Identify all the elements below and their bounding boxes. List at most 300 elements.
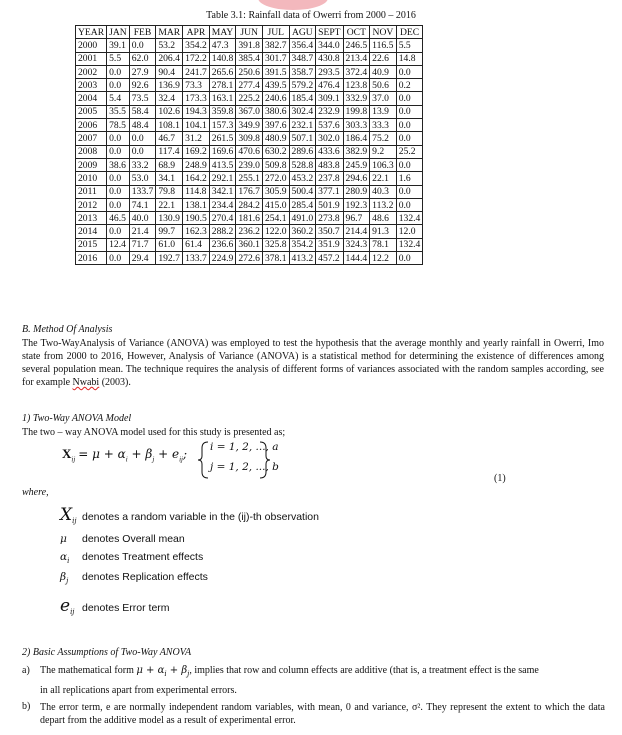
rainfall-cell: 62.0 [129, 52, 156, 65]
rainfall-cell: 214.4 [343, 225, 370, 238]
rainfall-cell: 630.2 [262, 145, 289, 158]
rainfall-cell: 284.2 [236, 198, 263, 211]
rainfall-cell: 0.0 [396, 132, 423, 145]
rainfall-cell: 48.6 [370, 212, 397, 225]
rainfall-cell: 78.1 [370, 238, 397, 251]
rainfall-cell: 102.6 [156, 105, 183, 118]
rainfall-cell: 359.8 [209, 105, 236, 118]
year-cell: 2008 [76, 145, 107, 158]
rainfall-cell: 380.6 [262, 105, 289, 118]
rainfall-cell: 292.1 [209, 172, 236, 185]
rainfall-cell: 133.7 [183, 252, 210, 265]
anova-equation: $X_{ij} = \mu + \alpha_i + \beta_j + e_{ij}$; [62, 446, 188, 464]
symbol-glyph: β [60, 571, 67, 583]
rainfall-cell: 39.1 [107, 39, 130, 52]
table-row [76, 238, 423, 251]
rainfall-cell: 224.9 [209, 252, 236, 265]
rainfall-cell: 206.4 [156, 52, 183, 65]
rainfall-cell: 37.0 [370, 92, 397, 105]
rainfall-cell: 246.5 [343, 39, 370, 52]
rainfall-cell: 272.0 [262, 172, 289, 185]
rainfall-cell: 245.9 [343, 158, 370, 171]
rainfall-cell: 0.2 [396, 79, 423, 92]
rainfall-cell: 172.2 [183, 52, 210, 65]
year-cell: 2006 [76, 119, 107, 132]
rainfall-cell: 213.4 [343, 52, 370, 65]
rainfall-cell: 391.5 [262, 65, 289, 78]
rainfall-cell: 325.8 [262, 238, 289, 251]
table-body [76, 39, 423, 265]
rainfall-cell: 500.4 [289, 185, 316, 198]
rainfall-cell: 0.0 [396, 105, 423, 118]
assumption-a-pre: The mathematical form [40, 665, 137, 676]
rainfall-cell: 169.6 [209, 145, 236, 158]
rainfall-cell: 277.4 [236, 79, 263, 92]
rainfall-cell: 254.1 [262, 212, 289, 225]
rainfall-cell: 439.5 [262, 79, 289, 92]
rainfall-cell: 130.9 [156, 212, 183, 225]
rainfall-cell: 90.4 [156, 65, 183, 78]
rainfall-cell: 289.6 [289, 145, 316, 158]
rainfall-cell: 144.4 [343, 252, 370, 265]
rainfall-cell: 280.9 [343, 185, 370, 198]
rainfall-cell: 40.9 [370, 65, 397, 78]
rainfall-cell: 58.4 [129, 105, 156, 118]
table-row [76, 172, 423, 185]
year-cell: 2014 [76, 225, 107, 238]
citation-name: Nwabi [72, 377, 100, 388]
rainfall-cell: 140.8 [209, 52, 236, 65]
assumption-a-label: a) [22, 665, 30, 676]
rainfall-cell: 358.7 [289, 65, 316, 78]
rainfall-cell: 239.0 [236, 158, 263, 171]
column-header: MAY [209, 26, 236, 39]
rainfall-cell: 302.0 [316, 132, 343, 145]
column-header: JAN [107, 26, 130, 39]
year-cell: 2010 [76, 172, 107, 185]
rainfall-cell: 483.8 [316, 158, 343, 171]
rainfall-cell: 0.0 [107, 145, 130, 158]
year-cell: 2011 [76, 185, 107, 198]
symbol-glyph: e [60, 596, 71, 616]
rainfall-cell: 199.8 [343, 105, 370, 118]
rainfall-cell: 356.4 [289, 39, 316, 52]
rainfall-cell: 92.6 [129, 79, 156, 92]
rainfall-cell: 0.0 [107, 172, 130, 185]
year-cell: 2002 [76, 65, 107, 78]
year-cell: 2012 [76, 198, 107, 211]
table-row [76, 252, 423, 265]
assumption-a-post: , implies that row and column effects are additive (that is, a treatment effect is the same [189, 665, 539, 676]
rainfall-cell: 349.9 [236, 119, 263, 132]
rainfall-cell: 480.9 [262, 132, 289, 145]
definition-row [60, 571, 208, 585]
table-row [76, 65, 423, 78]
rainfall-cell: 68.9 [156, 158, 183, 171]
rainfall-cell: 75.2 [370, 132, 397, 145]
year-cell: 2003 [76, 79, 107, 92]
rainfall-cell: 453.2 [289, 172, 316, 185]
rainfall-cell: 34.1 [156, 172, 183, 185]
rainfall-cell: 38.6 [107, 158, 130, 171]
column-header: APR [183, 26, 210, 39]
rainfall-cell: 1.6 [396, 172, 423, 185]
rainfall-cell: 48.4 [129, 119, 156, 132]
brace-symbol [196, 440, 210, 480]
rainfall-cell: 79.8 [156, 185, 183, 198]
rainfall-cell: 116.5 [370, 39, 397, 52]
rainfall-cell: 12.4 [107, 238, 130, 251]
rainfall-cell: 294.6 [343, 172, 370, 185]
symbol-subscript: ij [72, 517, 77, 526]
rainfall-cell: 0.0 [107, 65, 130, 78]
definition-symbol [60, 551, 82, 565]
table-row [76, 212, 423, 225]
rainfall-cell: 22.1 [370, 172, 397, 185]
table-row [76, 225, 423, 238]
rainfall-cell: 476.4 [316, 79, 343, 92]
rainfall-cell: 237.8 [316, 172, 343, 185]
rainfall-cell: 378.1 [262, 252, 289, 265]
rainfall-cell: 391.8 [236, 39, 263, 52]
rainfall-cell: 457.2 [316, 252, 343, 265]
rainfall-cell: 413.5 [209, 158, 236, 171]
rainfall-cell: 106.3 [370, 158, 397, 171]
rainfall-cell: 12.2 [370, 252, 397, 265]
rainfall-cell: 301.7 [262, 52, 289, 65]
rainfall-cell: 354.2 [289, 238, 316, 251]
model-heading: 1) Two-Way ANOVA Model [22, 413, 132, 424]
rainfall-cell: 132.4 [396, 238, 423, 251]
rainfall-cell: 0.0 [396, 185, 423, 198]
definition-symbol [60, 533, 82, 547]
definition-text: denotes a random variable in the (ij)-th observation [82, 511, 319, 523]
rainfall-cell: 73.3 [183, 79, 210, 92]
symbol-subscript: j [66, 577, 69, 586]
rainfall-cell: 265.6 [209, 65, 236, 78]
rainfall-cell: 13.9 [370, 105, 397, 118]
symbol-subscript: i [67, 557, 70, 566]
rainfall-cell: 470.6 [236, 145, 263, 158]
rainfall-cell: 108.1 [156, 119, 183, 132]
rainfall-cell: 46.7 [156, 132, 183, 145]
rainfall-cell: 344.0 [316, 39, 343, 52]
definition-row [60, 596, 170, 616]
year-cell: 2000 [76, 39, 107, 52]
rainfall-cell: 350.7 [316, 225, 343, 238]
rainfall-cell: 273.8 [316, 212, 343, 225]
table-row [76, 185, 423, 198]
rainfall-cell: 0.0 [396, 65, 423, 78]
rainfall-cell: 332.9 [343, 92, 370, 105]
rainfall-cell: 186.4 [343, 132, 370, 145]
rainfall-cell: 157.3 [209, 119, 236, 132]
rainfall-cell: 192.7 [156, 252, 183, 265]
rainfall-cell: 53.2 [156, 39, 183, 52]
rainfall-cell: 509.8 [262, 158, 289, 171]
rainfall-cell: 46.5 [107, 212, 130, 225]
column-header: NOV [370, 26, 397, 39]
rainfall-cell: 377.1 [316, 185, 343, 198]
year-cell: 2004 [76, 92, 107, 105]
rainfall-cell: 163.1 [209, 92, 236, 105]
symbol-subscript: ij [70, 608, 75, 617]
assumption-b: The error term, e are normally independent random variables, with mean, 0 and variance, σ². They represent the extent to which the data depart from the additive model as a result of experimental error. [40, 702, 605, 726]
rainfall-cell: 123.8 [343, 79, 370, 92]
table-row [76, 119, 423, 132]
rainfall-cell: 5.5 [107, 52, 130, 65]
rainfall-cell: 27.9 [129, 65, 156, 78]
rainfall-cell: 138.1 [183, 198, 210, 211]
rainfall-cell: 255.1 [236, 172, 263, 185]
citation-year: (2003). [99, 377, 131, 388]
definition-text: denotes Error term [82, 602, 170, 614]
rainfall-cell: 5.5 [396, 39, 423, 52]
rainfall-cell: 35.5 [107, 105, 130, 118]
column-header: FEB [129, 26, 156, 39]
section-b-text: The Two-WayAnalysis of Variance (ANOVA) was employed to test the hypothesis that the average monthly and yearly rainfall in Owerri, Imo state from 2000 to 2016, However, Analysis of Variance (ANOVA) is a statistical method for determining the existence of differences among several population mean. The technique requires the analysis of different forms of variances associated with the random samples according, see for example [22, 338, 604, 388]
rainfall-cell: 234.4 [209, 198, 236, 211]
rainfall-cell: 367.0 [236, 105, 263, 118]
rainfall-cell: 117.4 [156, 145, 183, 158]
symbol-glyph: μ [60, 533, 67, 545]
rainfall-cell: 33.2 [129, 158, 156, 171]
rainfall-cell: 0.0 [129, 145, 156, 158]
year-cell: 2016 [76, 252, 107, 265]
rainfall-cell: 192.3 [343, 198, 370, 211]
rainfall-cell: 270.4 [209, 212, 236, 225]
rainfall-cell: 0.0 [396, 252, 423, 265]
rainfall-cell: 9.2 [370, 145, 397, 158]
rainfall-cell: 232.9 [316, 105, 343, 118]
rainfall-cell: 579.2 [289, 79, 316, 92]
rainfall-cell: 0.0 [129, 132, 156, 145]
rainfall-cell: 537.6 [316, 119, 343, 132]
rainfall-cell: 25.2 [396, 145, 423, 158]
definition-symbol [60, 505, 82, 525]
rainfall-cell: 74.1 [129, 198, 156, 211]
rainfall-cell: 293.5 [316, 65, 343, 78]
rainfall-cell: 40.0 [129, 212, 156, 225]
rainfall-cell: 133.7 [129, 185, 156, 198]
brace-line-i: i = 1, 2, ..., a [210, 441, 279, 453]
rainfall-cell: 248.9 [183, 158, 210, 171]
rainfall-cell: 33.3 [370, 119, 397, 132]
rainfall-cell: 501.9 [316, 198, 343, 211]
model-intro: The two – way ANOVA model used for this study is presented as; [22, 427, 286, 438]
rainfall-cell: 181.6 [236, 212, 263, 225]
table-row [76, 52, 423, 65]
rainfall-cell: 285.4 [289, 198, 316, 211]
rainfall-cell: 413.2 [289, 252, 316, 265]
rainfall-cell: 53.0 [129, 172, 156, 185]
equation-number: (1) [494, 473, 506, 484]
column-header: SEPT [316, 26, 343, 39]
rainfall-cell: 21.4 [129, 225, 156, 238]
rainfall-cell: 0.0 [107, 225, 130, 238]
rainfall-cell: 303.3 [343, 119, 370, 132]
rainfall-cell: 250.6 [236, 65, 263, 78]
rainfall-cell: 190.5 [183, 212, 210, 225]
rainfall-cell: 372.4 [343, 65, 370, 78]
rainfall-cell: 99.7 [156, 225, 183, 238]
rainfall-cell: 433.6 [316, 145, 343, 158]
rainfall-cell: 113.2 [370, 198, 397, 211]
rainfall-cell: 241.7 [183, 65, 210, 78]
rainfall-cell: 176.7 [236, 185, 263, 198]
column-header: YEAR [76, 26, 107, 39]
rainfall-cell: 5.4 [107, 92, 130, 105]
rainfall-cell: 96.7 [343, 212, 370, 225]
definition-text: denotes Replication effects [82, 571, 208, 583]
symbol-glyph: X [60, 505, 73, 525]
definition-symbol [60, 571, 82, 585]
rainfall-cell: 0.0 [396, 119, 423, 132]
table-row [76, 158, 423, 171]
table-row [76, 145, 423, 158]
rainfall-cell: 491.0 [289, 212, 316, 225]
rainfall-cell: 0.0 [107, 185, 130, 198]
rainfall-cell: 0.0 [107, 252, 130, 265]
definition-row [60, 533, 185, 547]
rainfall-cell: 272.6 [236, 252, 263, 265]
where-label: where, [22, 487, 49, 498]
column-header: AGU [289, 26, 316, 39]
table-row [76, 39, 423, 52]
rainfall-cell: 342.1 [209, 185, 236, 198]
rainfall-cell: 0.0 [396, 198, 423, 211]
rainfall-cell: 61.4 [183, 238, 210, 251]
rainfall-cell: 302.4 [289, 105, 316, 118]
rainfall-cell: 47.3 [209, 39, 236, 52]
rainfall-cell: 173.3 [183, 92, 210, 105]
column-header: DEC [396, 26, 423, 39]
definition-symbol [60, 596, 82, 616]
rainfall-cell: 0.0 [107, 79, 130, 92]
rainfall-cell: 382.9 [343, 145, 370, 158]
year-cell: 2001 [76, 52, 107, 65]
rainfall-cell: 122.0 [262, 225, 289, 238]
rainfall-cell: 288.2 [209, 225, 236, 238]
rainfall-cell: 29.4 [129, 252, 156, 265]
rainfall-cell: 162.3 [183, 225, 210, 238]
assumptions-heading: 2) Basic Assumptions of Two-Way ANOVA [22, 647, 192, 658]
year-cell: 2009 [76, 158, 107, 171]
table-caption: Table 3.1: Rainfall data of Owerri from 2000 – 2016 [206, 10, 416, 21]
rainfall-cell: 185.4 [289, 92, 316, 105]
rainfall-cell: 232.1 [289, 119, 316, 132]
rainfall-cell: 22.1 [156, 198, 183, 211]
rainfall-cell: 385.4 [236, 52, 263, 65]
year-cell: 2015 [76, 238, 107, 251]
rainfall-cell: 0.0 [107, 198, 130, 211]
rainfall-table [75, 25, 423, 265]
rainfall-cell: 236.6 [209, 238, 236, 251]
definition-row [60, 505, 319, 525]
rainfall-cell: 415.0 [262, 198, 289, 211]
rainfall-cell: 348.7 [289, 52, 316, 65]
rainfall-cell: 194.3 [183, 105, 210, 118]
assumption-a [40, 665, 605, 678]
rainfall-cell: 0.0 [129, 39, 156, 52]
rainfall-cell: 0.0 [396, 92, 423, 105]
rainfall-cell: 50.6 [370, 79, 397, 92]
table-row [76, 79, 423, 92]
rainfall-cell: 78.5 [107, 119, 130, 132]
rainfall-cell: 164.2 [183, 172, 210, 185]
definition-row [60, 551, 203, 565]
rainfall-cell: 324.3 [343, 238, 370, 251]
rainfall-cell: 236.2 [236, 225, 263, 238]
year-cell: 2013 [76, 212, 107, 225]
definition-text: denotes Overall mean [82, 533, 185, 545]
rainfall-cell: 61.0 [156, 238, 183, 251]
rainfall-cell: 430.8 [316, 52, 343, 65]
rainfall-cell: 507.1 [289, 132, 316, 145]
rainfall-cell: 240.6 [262, 92, 289, 105]
rainfall-cell: 40.3 [370, 185, 397, 198]
column-header: OCT [343, 26, 370, 39]
rainfall-cell: 14.8 [396, 52, 423, 65]
rainfall-cell: 136.9 [156, 79, 183, 92]
rainfall-cell: 31.2 [183, 132, 210, 145]
assumption-a-continued: in all replications apart from experimental errors. [40, 685, 237, 696]
definition-text: denotes Treatment effects [82, 551, 204, 563]
rainfall-cell: 12.0 [396, 225, 423, 238]
rainfall-cell: 397.6 [262, 119, 289, 132]
rainfall-cell: 0.0 [107, 132, 130, 145]
section-b-paragraph [22, 337, 604, 389]
rainfall-cell: 354.2 [183, 39, 210, 52]
rainfall-cell: 309.1 [316, 92, 343, 105]
rainfall-cell: 71.7 [129, 238, 156, 251]
rainfall-cell: 132.4 [396, 212, 423, 225]
table-row [76, 198, 423, 211]
column-header: MAR [156, 26, 183, 39]
assumption-a-formula: $\mu + \alpha_i + \beta_j$ [136, 665, 190, 678]
rainfall-cell: 169.2 [183, 145, 210, 158]
year-cell: 2007 [76, 132, 107, 145]
year-cell: 2005 [76, 105, 107, 118]
table-header-row [76, 26, 423, 39]
rainfall-cell: 22.6 [370, 52, 397, 65]
rainfall-cell: 351.9 [316, 238, 343, 251]
rainfall-cell: 528.8 [289, 158, 316, 171]
column-header: JUL [262, 26, 289, 39]
decorative-corner-shape [258, 0, 328, 10]
rainfall-cell: 91.3 [370, 225, 397, 238]
rainfall-cell: 305.9 [262, 185, 289, 198]
table-row [76, 105, 423, 118]
column-header: JUN [236, 26, 263, 39]
rainfall-cell: 309.8 [236, 132, 263, 145]
table-row [76, 92, 423, 105]
rainfall-cell: 225.2 [236, 92, 263, 105]
symbol-glyph: α [60, 551, 68, 563]
rainfall-cell: 0.0 [396, 158, 423, 171]
rainfall-cell: 73.5 [129, 92, 156, 105]
rainfall-cell: 32.4 [156, 92, 183, 105]
rainfall-cell: 261.5 [209, 132, 236, 145]
table-row [76, 132, 423, 145]
rainfall-cell: 382.7 [262, 39, 289, 52]
assumption-b-label: b) [22, 701, 31, 712]
rainfall-cell: 360.1 [236, 238, 263, 251]
brace-line-j: j = 1, 2, ..., b [210, 461, 279, 473]
rainfall-cell: 114.8 [183, 185, 210, 198]
rainfall-cell: 278.1 [209, 79, 236, 92]
rainfall-cell: 360.2 [289, 225, 316, 238]
